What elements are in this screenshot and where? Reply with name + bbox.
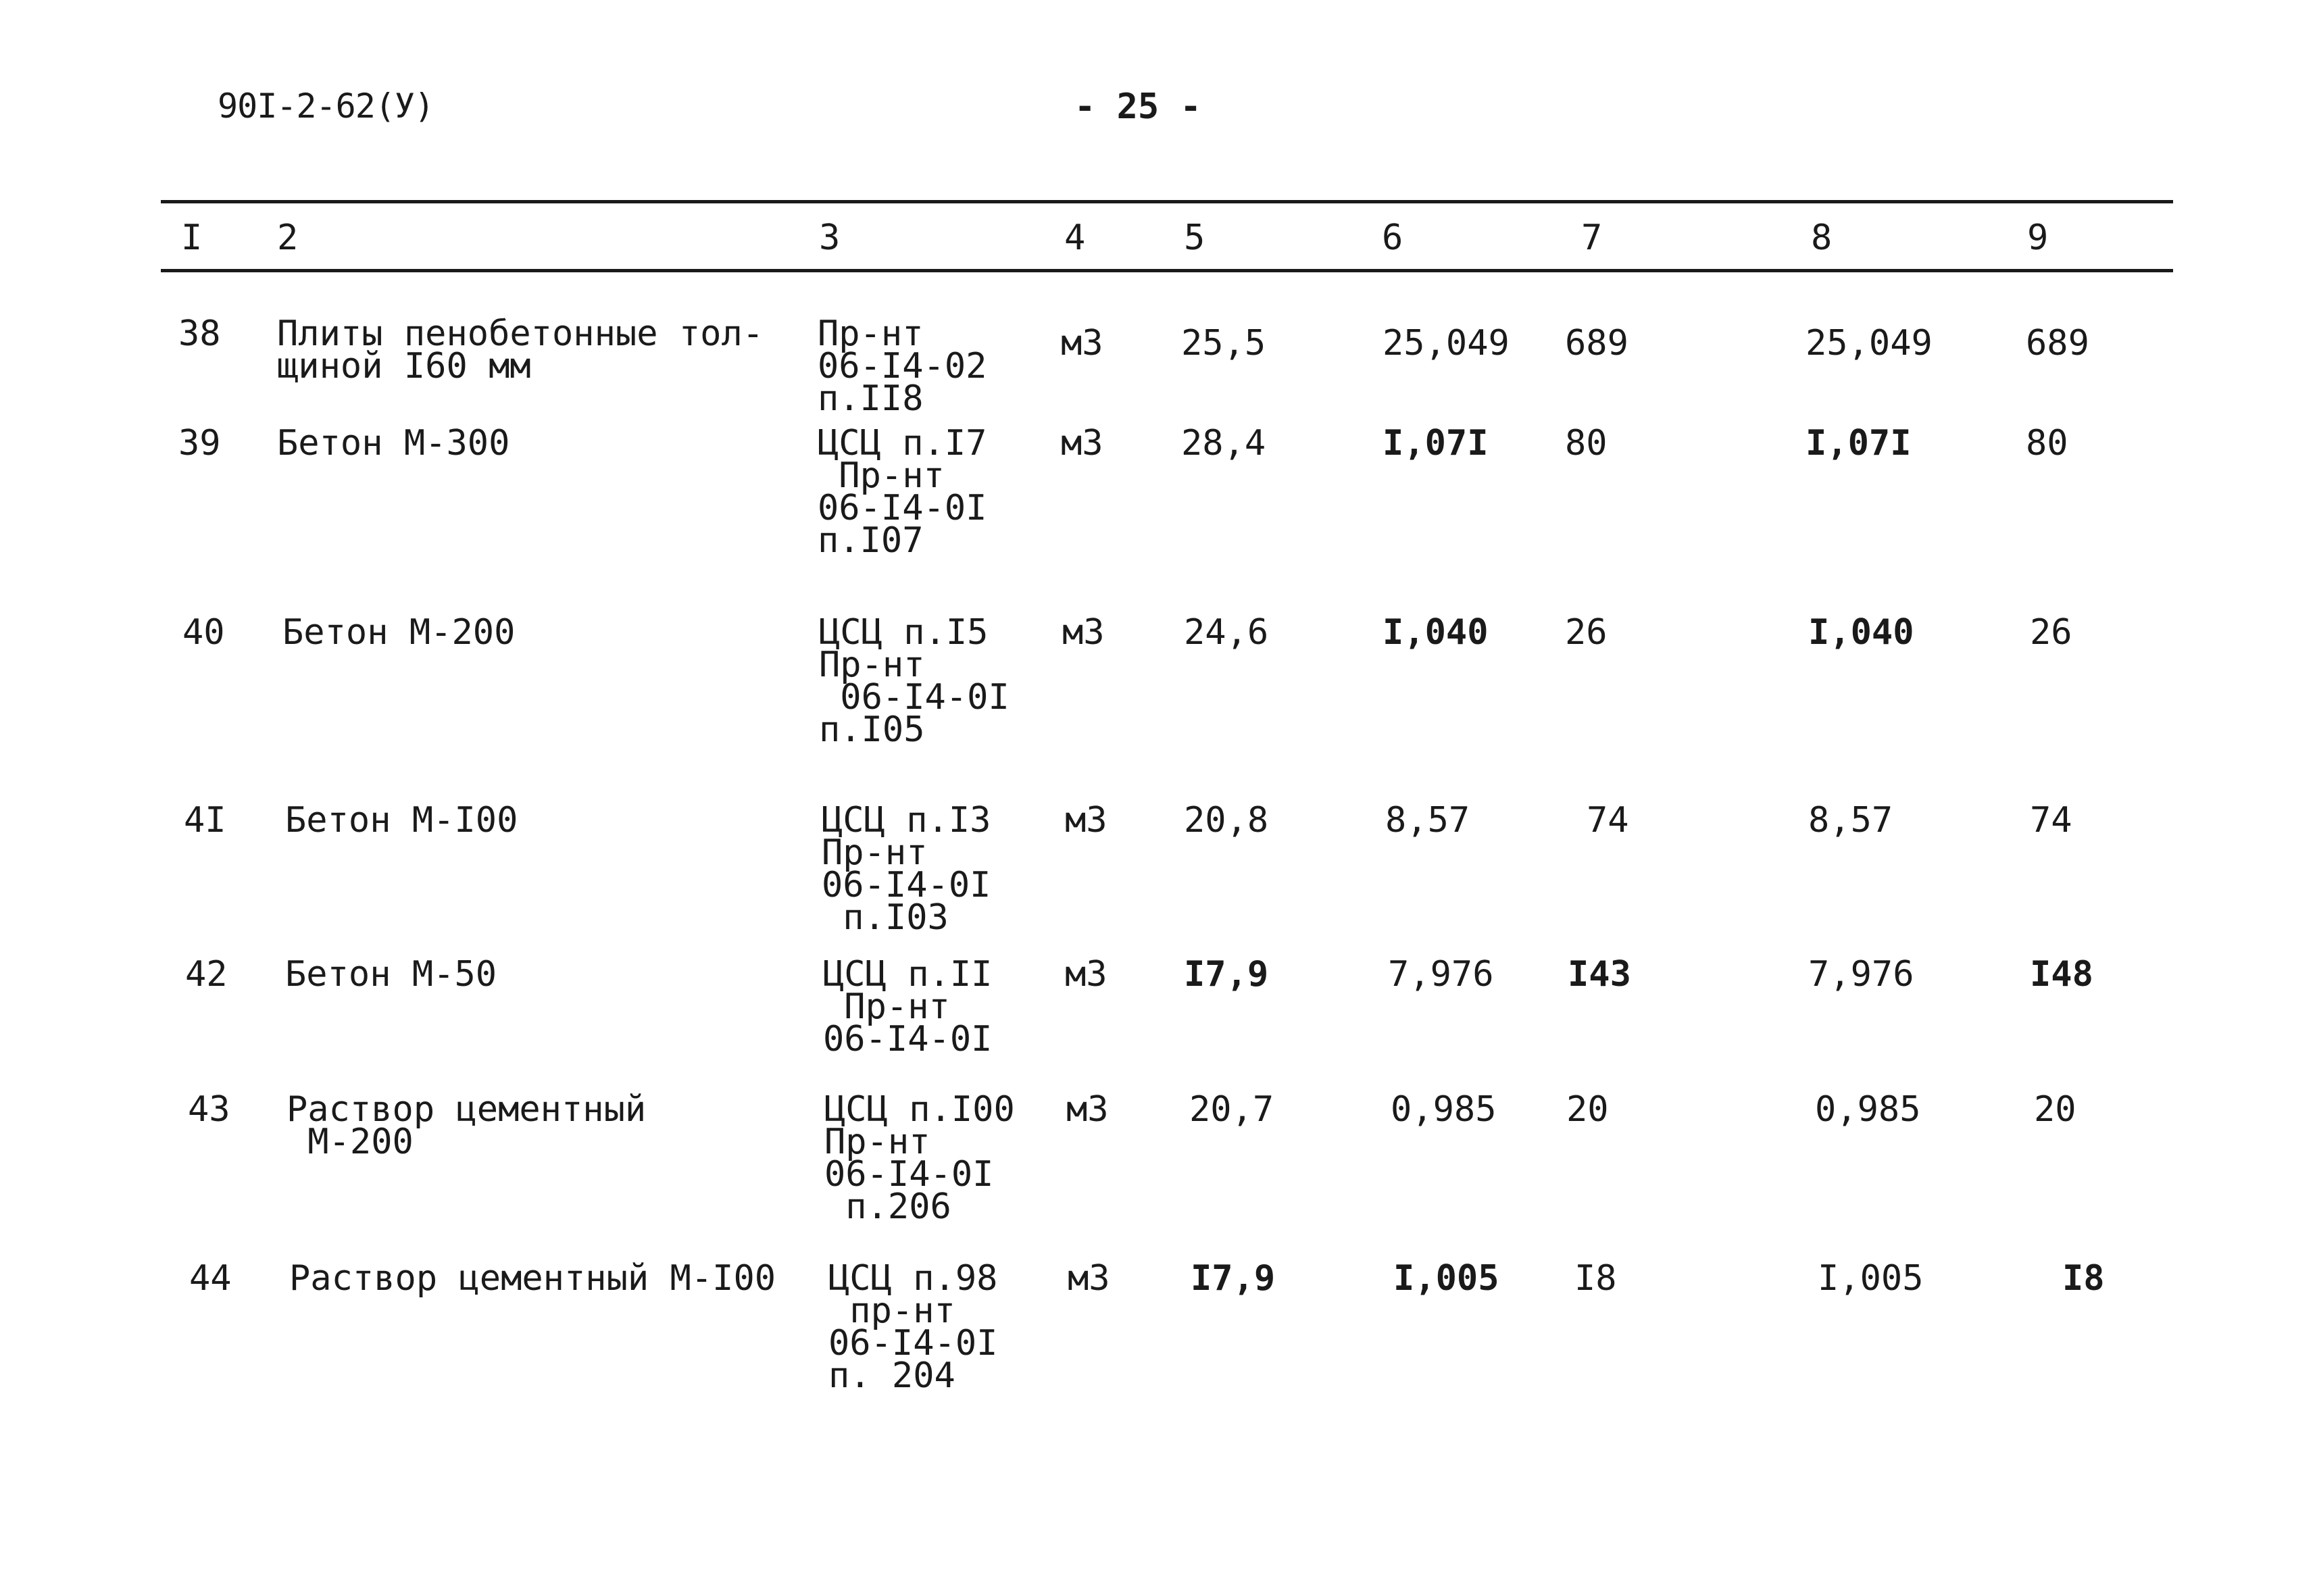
- value-col-6: I,07I: [1383, 423, 1489, 464]
- column-header-4: 4: [1064, 218, 1086, 258]
- item-reference: ЦСЦ п.I00 Пр-нт 06-I4-0I п.206: [824, 1089, 1015, 1227]
- item-unit: м3: [1065, 800, 1107, 841]
- table-top-rule: [161, 200, 2173, 203]
- column-header-8: 8: [1811, 218, 1833, 258]
- value-col-6: 8,57: [1385, 800, 1470, 841]
- item-unit: м3: [1061, 423, 1103, 464]
- column-header-3: 3: [819, 218, 841, 258]
- value-col-6: 25,049: [1383, 323, 1510, 364]
- value-col-7: 689: [1565, 323, 1628, 364]
- column-header-5: 5: [1184, 218, 1205, 258]
- document-code: 90I-2-62(У): [218, 86, 434, 126]
- row-number: 44: [189, 1258, 232, 1299]
- value-col-9: 689: [2026, 323, 2089, 364]
- row-number: 43: [188, 1089, 230, 1130]
- value-col-8: I,07I: [1806, 423, 1912, 464]
- item-reference: ЦСЦ п.I5 Пр-нт 06-I4-0I п.I05: [819, 612, 1010, 750]
- item-name: Бетон М-300: [277, 423, 510, 464]
- column-header-1: I: [181, 218, 203, 258]
- value-col-5: 24,6: [1184, 612, 1269, 653]
- value-col-7: 20: [1566, 1089, 1609, 1130]
- item-name: Плиты пенобетонные тол- щиной I60 мм: [277, 314, 764, 386]
- row-number: 4I: [184, 800, 226, 841]
- row-number: 39: [178, 423, 221, 464]
- item-reference: ЦСЦ п.I3 Пр-нт 06-I4-0I п.I03: [822, 800, 991, 938]
- value-col-5: 20,8: [1184, 800, 1269, 841]
- value-col-8: 7,976: [1808, 954, 1914, 995]
- item-name: Бетон М-50: [285, 954, 497, 995]
- value-col-6: I,040: [1383, 612, 1489, 653]
- value-col-5: 20,7: [1189, 1089, 1274, 1130]
- item-unit: м3: [1068, 1258, 1110, 1299]
- item-unit: м3: [1062, 612, 1105, 653]
- row-number: 40: [182, 612, 225, 653]
- page-number: - 25 -: [1074, 86, 1201, 127]
- value-col-9: 74: [2030, 800, 2072, 841]
- value-col-8: I,005: [1818, 1258, 1924, 1299]
- value-col-7: I8: [1574, 1258, 1617, 1299]
- value-col-6: I,005: [1393, 1258, 1499, 1299]
- value-col-7: 74: [1587, 800, 1629, 841]
- value-col-5: 28,4: [1181, 423, 1266, 464]
- item-unit: м3: [1066, 1089, 1109, 1130]
- value-col-7: 26: [1565, 612, 1608, 653]
- value-col-8: I,040: [1808, 612, 1914, 653]
- value-col-9: 26: [2030, 612, 2072, 653]
- column-header-9: 9: [2027, 218, 2049, 258]
- item-name: Раствор цементный М-I00: [289, 1258, 776, 1299]
- item-name: Бетон М-200: [282, 612, 516, 653]
- column-header-6: 6: [1382, 218, 1403, 258]
- value-col-8: 25,049: [1806, 323, 1933, 364]
- item-reference: Пр-нт 06-I4-02 п.II8: [818, 314, 987, 419]
- value-col-7: 80: [1565, 423, 1608, 464]
- value-col-9: I48: [2030, 954, 2093, 995]
- value-col-5: I7,9: [1191, 1258, 1276, 1299]
- row-number: 38: [178, 314, 221, 354]
- value-col-6: 0,985: [1391, 1089, 1497, 1130]
- item-reference: ЦСЦ п.II Пр-нт 06-I4-0I: [823, 954, 993, 1059]
- item-reference: ЦСЦ п.I7 Пр-нт 06-I4-0I п.I07: [818, 423, 987, 561]
- value-col-9: I8: [2062, 1258, 2105, 1299]
- item-name: Бетон М-I00: [285, 800, 518, 841]
- item-unit: м3: [1065, 954, 1107, 995]
- item-unit: м3: [1061, 323, 1103, 364]
- row-number: 42: [185, 954, 228, 995]
- value-col-9: 80: [2026, 423, 2068, 464]
- column-header-7: 7: [1581, 218, 1603, 258]
- item-name: Раствор цементный М-200: [287, 1089, 647, 1162]
- column-header-2: 2: [277, 218, 299, 258]
- value-col-6: 7,976: [1388, 954, 1494, 995]
- item-reference: ЦСЦ п.98 пр-нт 06-I4-0I п. 204: [828, 1258, 998, 1396]
- value-col-8: 0,985: [1815, 1089, 1921, 1130]
- table-header-rule: [161, 269, 2173, 272]
- value-col-9: 20: [2034, 1089, 2076, 1130]
- value-col-7: I43: [1568, 954, 1631, 995]
- value-col-5: 25,5: [1181, 323, 1266, 364]
- value-col-8: 8,57: [1808, 800, 1893, 841]
- value-col-5: I7,9: [1184, 954, 1269, 995]
